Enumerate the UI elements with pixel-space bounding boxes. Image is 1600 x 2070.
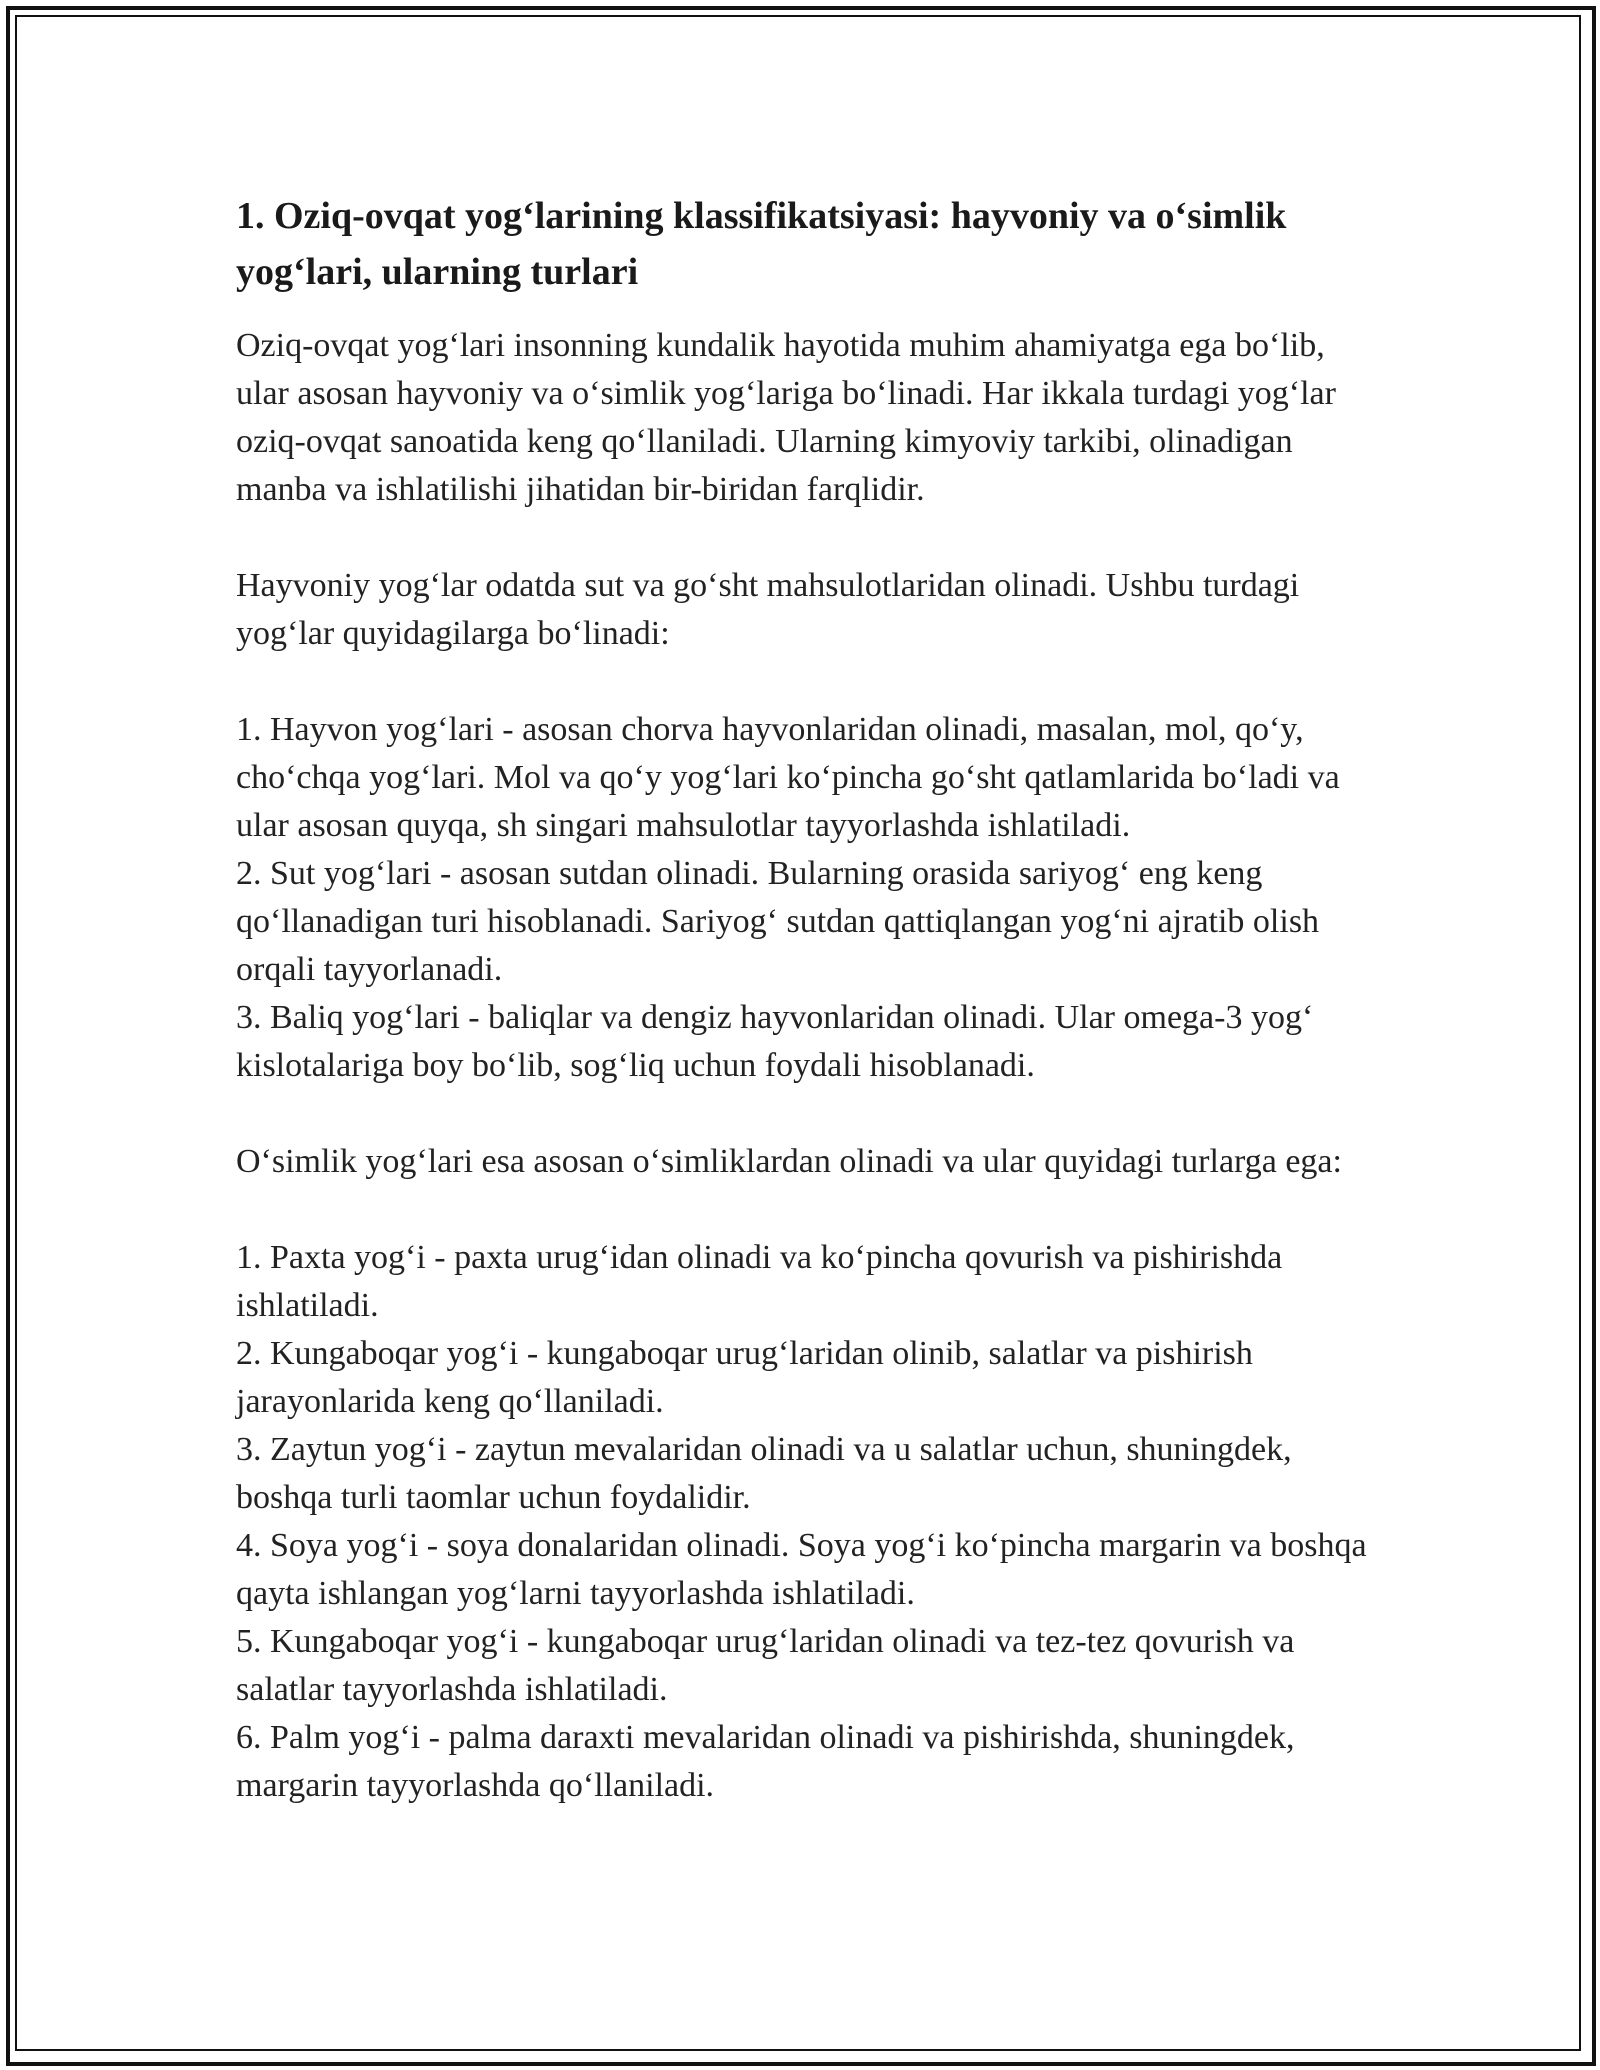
animal-fats-list (236, 706, 1376, 1090)
list-item: 1. Hayvon yog‘lari - asosan chorva hayvonlaridan olinadi, masalan, mol, qo‘y, cho‘chqa yog‘lari. Mol va qo‘y yog‘lari ko‘pincha go‘sht qatlamlarida bo‘ladi va ular asosan quyqa, sh singari mahsulotlar tayyorlashda ishlatiladi. (236, 711, 1340, 844)
plant-oils-intro: O‘simlik yog‘lari esa asosan o‘simliklardan olinadi va ular quyidagi turlarga ega: (236, 1143, 1342, 1180)
list-item: 1. Paxta yog‘i - paxta urug‘idan olinadi va ko‘pincha qovurish va pishirishda ishlatiladi. (236, 1239, 1283, 1324)
list-item: 4. Soya yog‘i - soya donalaridan olinadi. Soya yog‘i ko‘pincha margarin va boshqa qayta ishlangan yog‘larni tayyorlashda ishlatiladi. (236, 1527, 1367, 1612)
paragraph-spacer (236, 658, 1376, 706)
list-item: 3. Baliq yog‘lari - baliqlar va dengiz hayvonlaridan olinadi. Ular omega-3 yog‘ kislotalariga boy bo‘lib, sog‘liq uchun foydali hisoblanadi. (236, 999, 1314, 1084)
list-item: 5. Kungaboqar yog‘i - kungaboqar urug‘laridan olinadi va tez-tez qovurish va salatlar tayyorlashda ishlatiladi. (236, 1623, 1295, 1708)
list-item: 3. Zaytun yog‘i - zaytun mevalaridan olinadi va u salatlar uchun, shuningdek, boshqa turli taomlar uchun foydalidir. (236, 1431, 1292, 1516)
animal-fats-intro: Hayvoniy yog‘lar odatda sut va go‘sht mahsulotlaridan olinadi. Ushbu turdagi yog‘lar quyidagilarga bo‘linadi: (236, 567, 1300, 652)
paragraph-spacer (236, 514, 1376, 562)
list-item: 2. Kungaboqar yog‘i - kungaboqar urug‘laridan olinib, salatlar va pishirish jarayonlarida keng qo‘llaniladi. (236, 1335, 1253, 1420)
list-item: 2. Sut yog‘lari - asosan sutdan olinadi. Bularning orasida sariyog‘ eng keng qo‘llanadigan turi hisoblanadi. Sariyog‘ sutdan qattiqlangan yog‘ni ajratib olish orqali tayyorlanadi. (236, 855, 1320, 988)
intro-paragraph: Oziq-ovqat yog‘lari insonning kundalik hayotida muhim ahamiyatga ega bo‘lib, ular asosan hayvoniy va o‘simlik yog‘lariga bo‘linadi. Har ikkala turdagi yog‘lar oziq-ovqat sanoatida keng qo‘llaniladi. Ularning kimyoviy tarkibi, olinadigan manba va ishlatilishi jihatidan bir-biridan farqlidir. (236, 327, 1336, 508)
paragraph-spacer (236, 1186, 1376, 1234)
document-body (236, 188, 1376, 1810)
section-heading: 1. Oziq-ovqat yog‘larining klassifikatsiyasi: hayvoniy va o‘simlik yog‘lari, ularning turlari (236, 195, 1287, 293)
list-item: 6. Palm yog‘i - palma daraxti mevalaridan olinadi va pishirishda, shuningdek, margarin tayyorlashda qo‘llaniladi. (236, 1719, 1295, 1804)
plant-oils-list (236, 1234, 1376, 1810)
paragraph-spacer (236, 1090, 1376, 1138)
